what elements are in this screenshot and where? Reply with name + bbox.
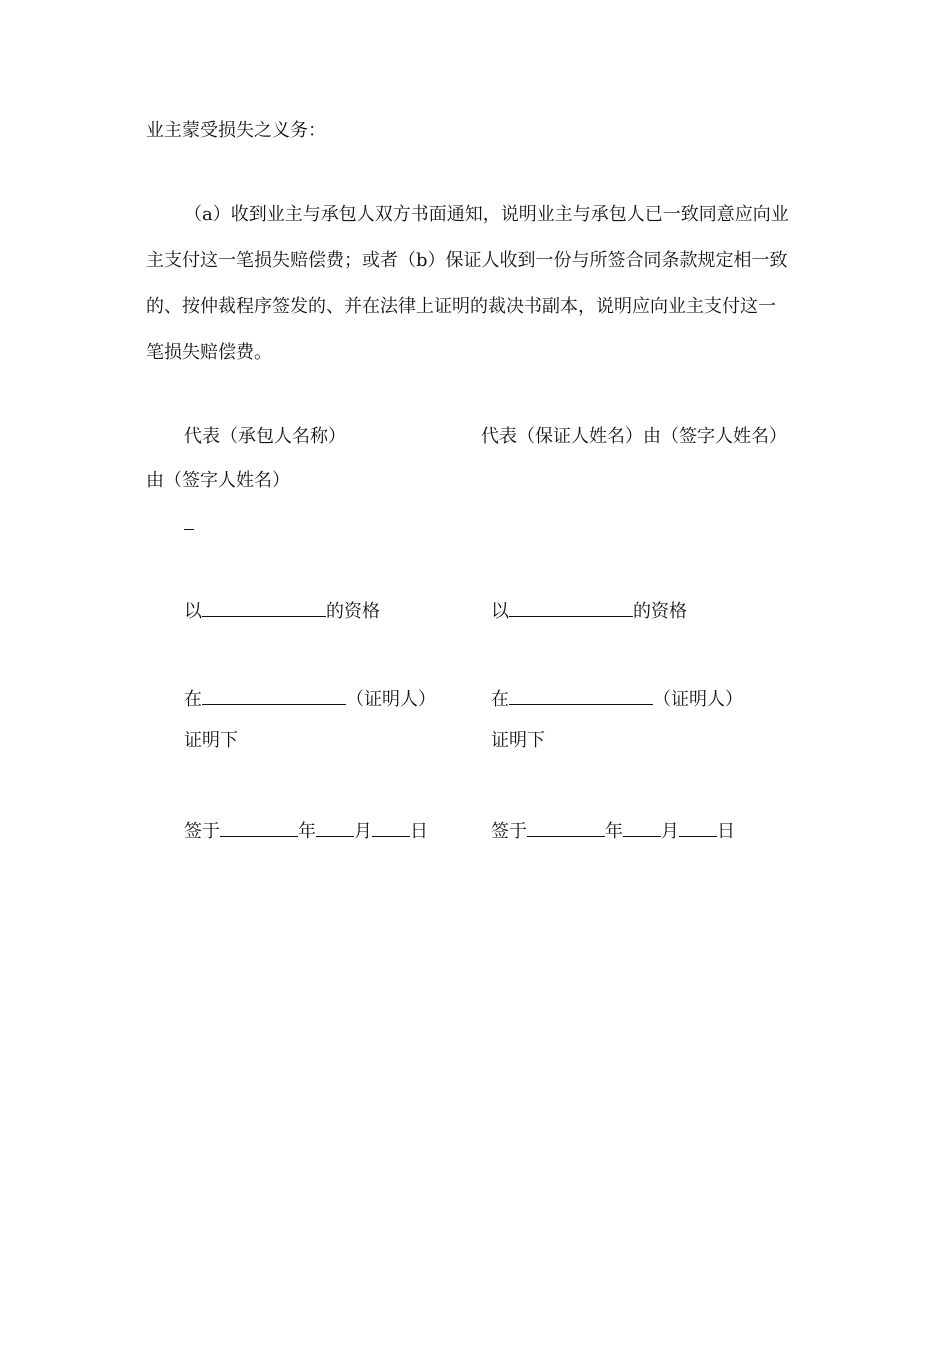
left-witness-line	[184, 686, 436, 711]
left-date-day: 日	[410, 821, 428, 842]
body-line-2: 主支付这一笔损失赔偿费；或者（b）保证人收到一份与所签合同条款规定相一致	[146, 250, 788, 271]
right-capacity-blank[interactable]	[509, 598, 633, 617]
left-date-prefix: 签于	[184, 821, 220, 842]
left-date-year-blank[interactable]	[220, 818, 298, 837]
right-date-month-blank[interactable]	[623, 818, 661, 837]
right-witness-line	[491, 686, 743, 711]
left-capacity-suffix: 的资格	[326, 601, 380, 622]
right-capacity-line	[491, 598, 687, 623]
left-witness-line2: 证明下	[184, 730, 238, 751]
left-date-year: 年	[298, 821, 316, 842]
intro-line: 业主蒙受损失之义务：	[146, 120, 326, 141]
right-date-line	[491, 818, 735, 843]
left-date-month: 月	[354, 821, 372, 842]
left-capacity-prefix: 以	[184, 601, 202, 622]
right-witness-blank[interactable]	[509, 686, 653, 705]
left-capacity-line	[184, 598, 380, 623]
left-witness-suffix: （证明人）	[346, 689, 436, 710]
left-date-line	[184, 818, 428, 843]
right-witness-prefix: 在	[491, 689, 509, 710]
right-witness-line2: 证明下	[491, 730, 545, 751]
left-witness-prefix: 在	[184, 689, 202, 710]
right-date-day-blank[interactable]	[679, 818, 717, 837]
left-capacity-blank[interactable]	[202, 598, 326, 617]
body-line-3: 的、按仲裁程序签发的、并在法律上证明的裁决书副本，说明应向业主支付这一	[146, 296, 776, 317]
body-line-4: 笔损失赔偿费。	[146, 342, 272, 363]
right-capacity-prefix: 以	[491, 601, 509, 622]
left-signatory-heading-cont: 由（签字人姓名）	[146, 470, 290, 491]
dash-line	[184, 515, 194, 530]
right-date-prefix: 签于	[491, 821, 527, 842]
right-capacity-suffix: 的资格	[633, 601, 687, 622]
left-witness-blank[interactable]	[202, 686, 346, 705]
right-date-month: 月	[661, 821, 679, 842]
right-date-year: 年	[605, 821, 623, 842]
body-line-1: （a）收到业主与承包人双方书面通知，说明业主与承包人已一致同意应向业	[184, 204, 789, 225]
right-signatory-heading: 代表（保证人姓名）由（签字人姓名）	[481, 426, 787, 447]
left-signatory-heading: 代表（承包人名称）	[184, 426, 346, 447]
right-date-year-blank[interactable]	[527, 818, 605, 837]
dash-mark	[184, 514, 194, 536]
right-witness-suffix: （证明人）	[653, 689, 743, 710]
left-date-day-blank[interactable]	[372, 818, 410, 837]
left-date-month-blank[interactable]	[316, 818, 354, 837]
right-date-day: 日	[717, 821, 735, 842]
